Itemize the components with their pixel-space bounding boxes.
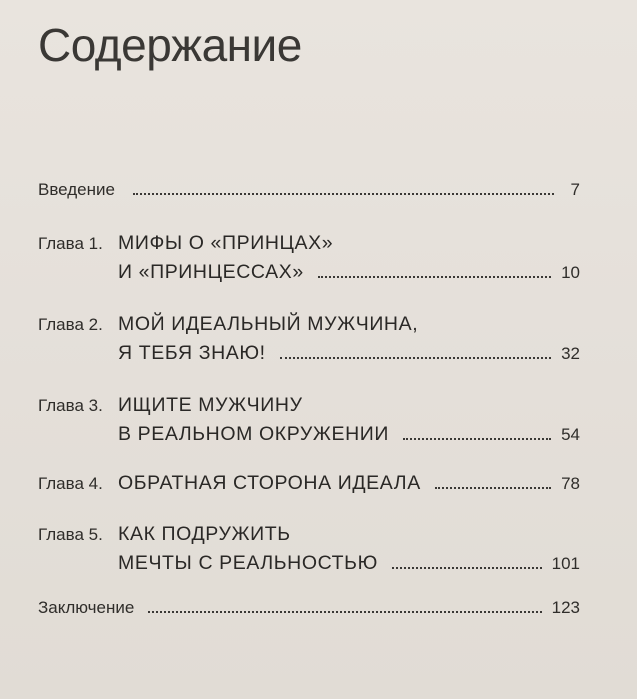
- toc-line: [118, 342, 580, 370]
- dot-leader: [435, 487, 551, 489]
- toc-line: [118, 261, 580, 289]
- toc-page-number: 7: [570, 180, 580, 199]
- toc-chapter-title: МОЙ ИДЕАЛЬНЫЙ МУЖЧИНА,: [118, 313, 419, 335]
- toc-chapter-prefix: Глава 1.: [38, 234, 103, 253]
- toc-line: [38, 472, 580, 500]
- page-title: Содержание: [38, 19, 302, 71]
- toc-line: [118, 552, 580, 580]
- toc-chapter-prefix: Глава 5.: [38, 525, 103, 544]
- toc-chapter-title: ИЩИТЕ МУЖЧИНУ: [118, 394, 303, 416]
- toc-chapter-title: МЕЧТЫ С РЕАЛЬНОСТЬЮ: [118, 552, 378, 574]
- toc-line: [38, 180, 580, 208]
- toc-chapter-prefix: Глава 2.: [38, 315, 103, 334]
- toc-page-number: 54: [561, 425, 580, 444]
- toc-entry-label: Введение: [38, 180, 115, 199]
- toc-chapter-title: ОБРАТНАЯ СТОРОНА ИДЕАЛА: [118, 472, 421, 494]
- toc-chapter-prefix: Глава 3.: [38, 396, 103, 415]
- dot-leader: [280, 357, 551, 359]
- toc-line: [38, 313, 418, 341]
- toc-line: [38, 232, 333, 260]
- dot-leader: [133, 193, 554, 195]
- toc-chapter-title: МИФЫ О «ПРИНЦАХ»: [118, 232, 334, 254]
- toc-page-number: 10: [561, 263, 580, 282]
- toc-entry-label: Заключение: [38, 598, 135, 617]
- toc-page-number: 32: [561, 344, 580, 363]
- dot-leader: [148, 611, 541, 613]
- dot-leader: [318, 276, 551, 278]
- toc-chapter-title: КАК ПОДРУЖИТЬ: [118, 523, 291, 545]
- toc-page-number: 78: [561, 474, 580, 493]
- toc-line: [38, 598, 580, 626]
- toc-line: [118, 423, 580, 451]
- toc-line: [38, 523, 291, 551]
- toc-line: [38, 394, 303, 422]
- toc-page-number: 123: [551, 598, 580, 617]
- toc-page-number: 101: [551, 554, 580, 573]
- toc-chapter-title: В РЕАЛЬНОМ ОКРУЖЕНИИ: [118, 423, 389, 445]
- dot-leader: [403, 438, 551, 440]
- toc-chapter-title: Я ТЕБЯ ЗНАЮ!: [118, 342, 266, 364]
- toc-chapter-prefix: Глава 4.: [38, 474, 103, 493]
- toc-chapter-title: И «ПРИНЦЕССАХ»: [118, 261, 304, 283]
- dot-leader: [392, 567, 542, 569]
